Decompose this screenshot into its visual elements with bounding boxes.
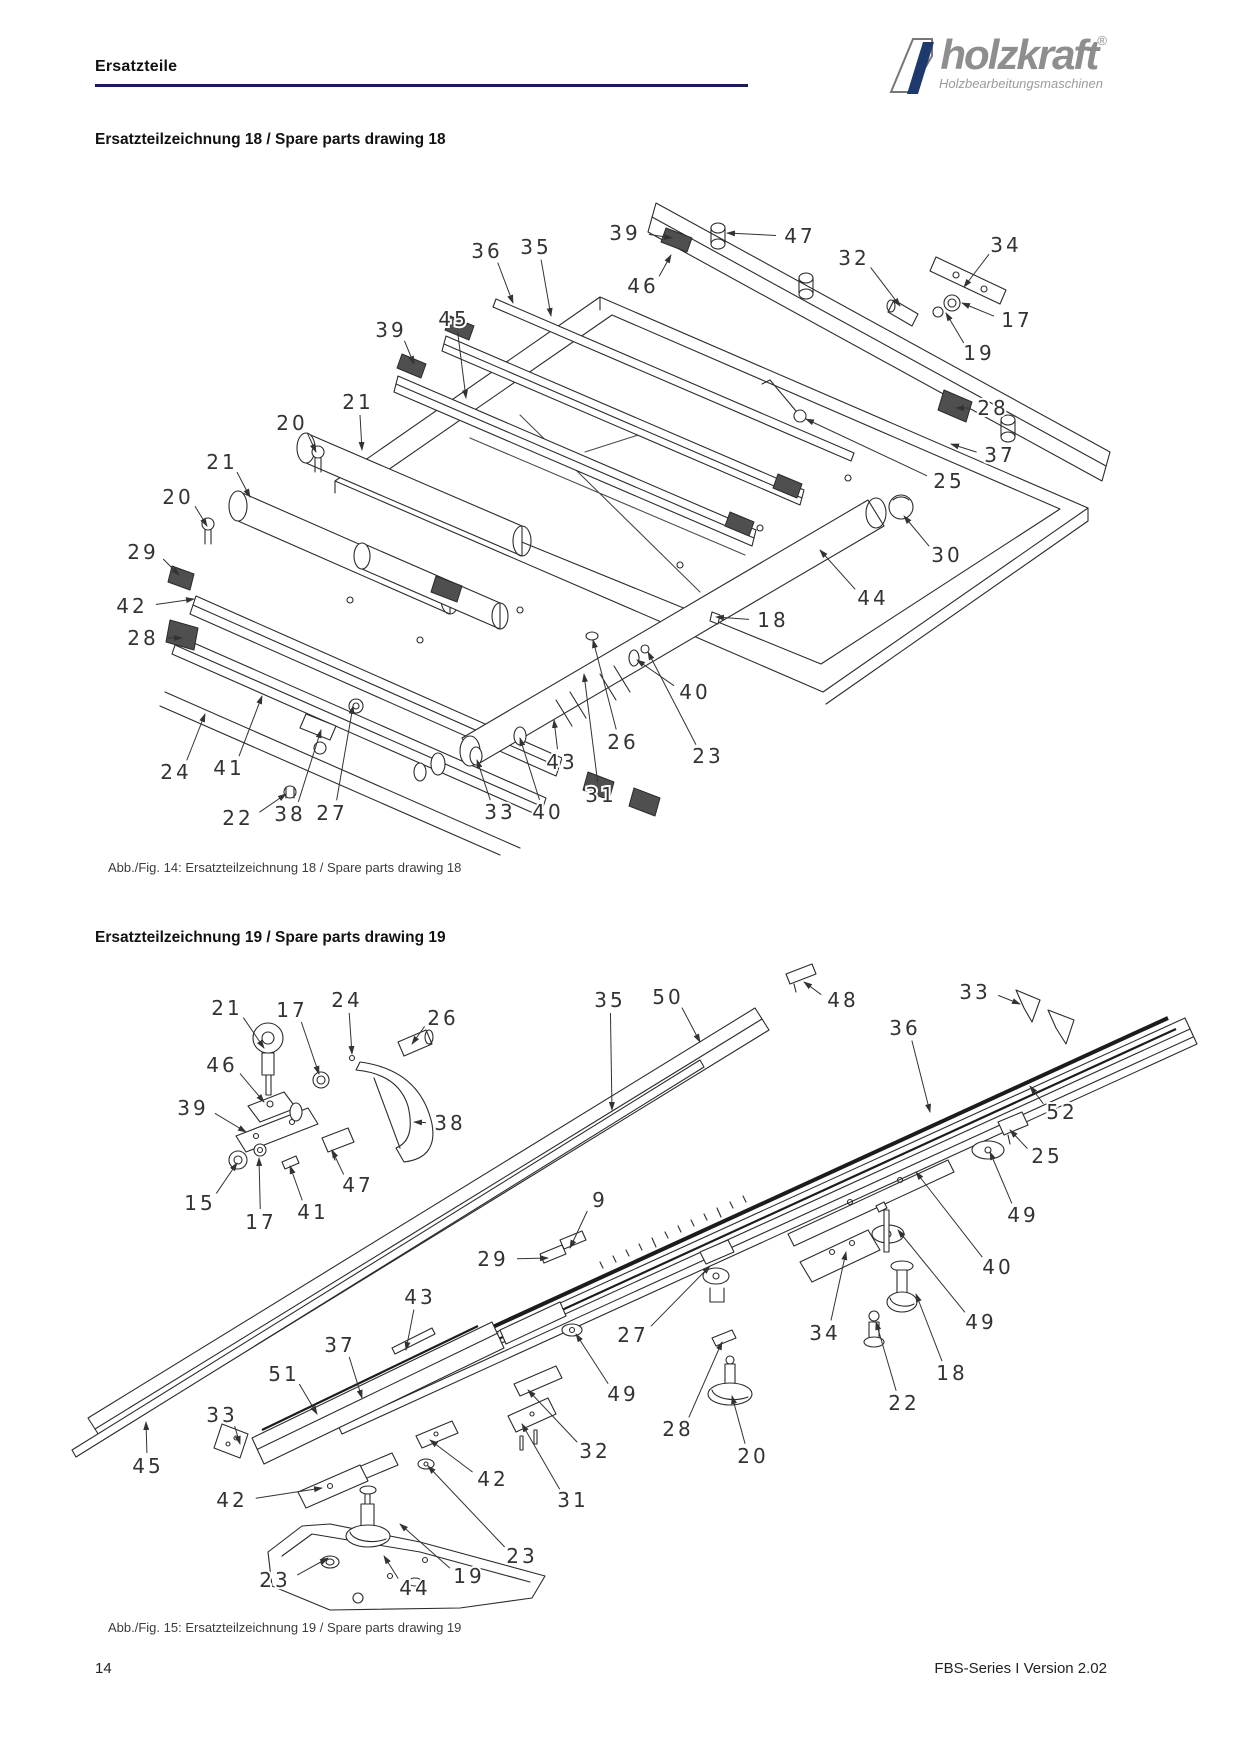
ball-foot (887, 1292, 917, 1312)
part-label-47: 47 (784, 224, 816, 248)
part-label-20: 20 (276, 411, 308, 435)
leader-line (946, 313, 964, 343)
part-label-20: 20 (737, 1444, 769, 1468)
leader-line (541, 260, 551, 316)
leader-line (912, 1040, 930, 1112)
stop-block (168, 566, 194, 590)
part-label-9: 9 (592, 1188, 608, 1212)
part-label-52: 52 (1046, 1100, 1078, 1124)
part-label-40: 40 (532, 800, 564, 824)
part-label-39: 39 (609, 221, 641, 245)
leader-line (554, 720, 558, 749)
part-label-26: 26 (427, 1006, 459, 1030)
part-label-44: 44 (857, 586, 889, 610)
leader-line (301, 1022, 319, 1074)
part-label-33: 33 (484, 800, 516, 824)
part-label-17: 17 (276, 998, 308, 1022)
part-label-34: 34 (809, 1321, 841, 1345)
leader-line (916, 1294, 942, 1361)
part-label-19: 19 (963, 341, 995, 365)
leader-line (659, 255, 671, 276)
figure-19-title: Ersatzteilzeichnung 19 / Spare parts drawing 19 (95, 929, 446, 946)
leader-line (522, 1424, 560, 1489)
part-label-46: 46 (206, 1053, 238, 1077)
part-label-43: 43 (404, 1285, 436, 1309)
header-underline (95, 84, 748, 87)
part-label-46: 46 (627, 274, 659, 298)
part-label-42: 42 (477, 1467, 509, 1491)
part-label-50: 50 (652, 985, 684, 1009)
leader-line (458, 332, 466, 398)
logo-registered-mark: ® (1097, 33, 1107, 48)
part-label-45: 45 (438, 307, 470, 331)
part-label-27: 27 (316, 801, 348, 825)
leader-line (871, 267, 900, 306)
leader-line (299, 1384, 317, 1414)
leader-line (146, 1422, 147, 1453)
leader-line (430, 1440, 473, 1472)
leader-line (187, 714, 205, 760)
figure-15-caption: Abb./Fig. 15: Ersatzteilzeichnung 19 / Spare parts drawing 19 (108, 1620, 462, 1635)
leader-line (195, 506, 207, 526)
leader-line (962, 303, 994, 316)
part-label-44: 44 (399, 1576, 431, 1600)
part-label-25: 25 (1031, 1144, 1063, 1168)
leader-line (332, 1150, 344, 1175)
part-label-22: 22 (888, 1391, 920, 1415)
foot-cap (629, 788, 660, 816)
part-label-31: 31 (585, 783, 617, 807)
guard-horn (356, 1062, 433, 1162)
part-label-39: 39 (177, 1096, 209, 1120)
part-label-25: 25 (933, 469, 965, 493)
part-label-49: 49 (1007, 1203, 1039, 1227)
part-label-37: 37 (324, 1333, 356, 1357)
leader-line (360, 415, 362, 450)
part-label-21: 21 (342, 390, 374, 414)
lever (794, 410, 806, 422)
part-label-17: 17 (1001, 308, 1033, 332)
short-rail (252, 1322, 504, 1464)
part-label-43: 43 (546, 750, 578, 774)
part-label-49: 49 (607, 1382, 639, 1406)
figure-14-caption: Abb./Fig. 14: Ersatzteilzeichnung 18 / Spare parts drawing 18 (108, 860, 462, 875)
logo-tagline: Holzbearbeitungsmaschinen (938, 76, 1103, 91)
roller (362, 543, 500, 629)
part-label-32: 32 (579, 1439, 611, 1463)
handle-bar (930, 257, 1006, 304)
logo-mark-icon (887, 34, 939, 98)
leader-line (727, 233, 776, 235)
part-label-24: 24 (331, 988, 363, 1012)
part-label-35: 35 (594, 988, 626, 1012)
part-label-19: 19 (453, 1564, 485, 1588)
part-label-17: 17 (245, 1210, 277, 1234)
leader-line (637, 660, 674, 686)
leader-line (349, 1013, 352, 1054)
leader-line (1010, 1130, 1027, 1149)
part-label-22: 22 (222, 806, 254, 830)
part-label-18: 18 (936, 1361, 968, 1385)
part-label-48: 48 (827, 988, 859, 1012)
end-plate (214, 1424, 248, 1458)
part-label-42: 42 (116, 594, 148, 618)
leader-line (216, 1163, 237, 1193)
leader-line (804, 982, 821, 995)
part-label-28: 28 (127, 626, 159, 650)
part-label-41: 41 (297, 1200, 329, 1224)
part-label-39: 39 (375, 318, 407, 342)
part-label-33: 33 (206, 1403, 238, 1427)
leader-line (259, 1158, 260, 1209)
end-bracket (1048, 1010, 1074, 1044)
part-label-45: 45 (132, 1454, 164, 1478)
leader-line (689, 1342, 722, 1417)
part-label-36: 36 (889, 1016, 921, 1040)
leader-line (240, 1074, 264, 1102)
leader-line (576, 1334, 608, 1384)
part-label-51: 51 (268, 1362, 300, 1386)
page-number: 14 (95, 1660, 112, 1677)
knob (889, 495, 913, 519)
footer-document-version: FBS-Series I Version 2.02 (934, 1660, 1107, 1677)
part-label-42: 42 (216, 1488, 248, 1512)
part-label-23: 23 (692, 744, 724, 768)
part-label-15: 15 (184, 1191, 216, 1215)
holzkraft-logo (887, 31, 1107, 98)
part-label-36: 36 (471, 239, 503, 263)
figure-18-title: Ersatzteilzeichnung 18 / Spare parts drawing 18 (95, 131, 446, 148)
leader-line (610, 1013, 612, 1110)
part-label-21: 21 (206, 450, 238, 474)
leader-line (215, 1113, 246, 1132)
part-label-24: 24 (160, 760, 192, 784)
leader-line (682, 1008, 700, 1042)
header-section-title: Ersatzteile (95, 58, 178, 75)
part-label-40: 40 (679, 680, 711, 704)
part-label-28: 28 (662, 1417, 694, 1441)
leader-line (916, 1172, 982, 1257)
part-label-26: 26 (607, 730, 639, 754)
part-label-29: 29 (127, 540, 159, 564)
spare-parts-drawing-19 (72, 964, 1197, 1610)
pin (888, 300, 918, 326)
part-label-32: 32 (838, 246, 870, 270)
part-label-23: 23 (259, 1568, 291, 1592)
leader-line (876, 1322, 896, 1391)
part-label-38: 38 (274, 802, 306, 826)
part-label-28: 28 (977, 396, 1009, 420)
end-bracket (1016, 990, 1040, 1022)
leader-line (298, 730, 321, 802)
part-label-18: 18 (757, 608, 789, 632)
part-label-47: 47 (342, 1173, 374, 1197)
part-label-23: 23 (506, 1544, 538, 1568)
part-label-40: 40 (982, 1255, 1014, 1279)
part-label-27: 27 (617, 1323, 649, 1347)
part-label-29: 29 (477, 1247, 509, 1271)
leader-line (998, 995, 1020, 1004)
leader-line (990, 1152, 1012, 1203)
logo-brand: holzkraft (940, 31, 1098, 78)
part-label-34: 34 (990, 233, 1022, 257)
spare-parts-drawing-18 (160, 203, 1110, 855)
part-label-49: 49 (965, 1310, 997, 1334)
leader-line (414, 1122, 426, 1123)
leader-line (156, 599, 194, 605)
part-label-37: 37 (984, 443, 1016, 467)
part-label-30: 30 (931, 543, 963, 567)
leader-line (290, 1166, 302, 1200)
part-label-33: 33 (959, 980, 991, 1004)
part-label-41: 41 (213, 756, 245, 780)
part-label-38: 38 (434, 1111, 466, 1135)
part-label-31: 31 (557, 1488, 589, 1512)
part-label-20: 20 (162, 485, 194, 509)
leader-line (498, 263, 513, 303)
part-label-21: 21 (211, 996, 243, 1020)
foot-cap (166, 620, 198, 650)
part-label-35: 35 (520, 235, 552, 259)
